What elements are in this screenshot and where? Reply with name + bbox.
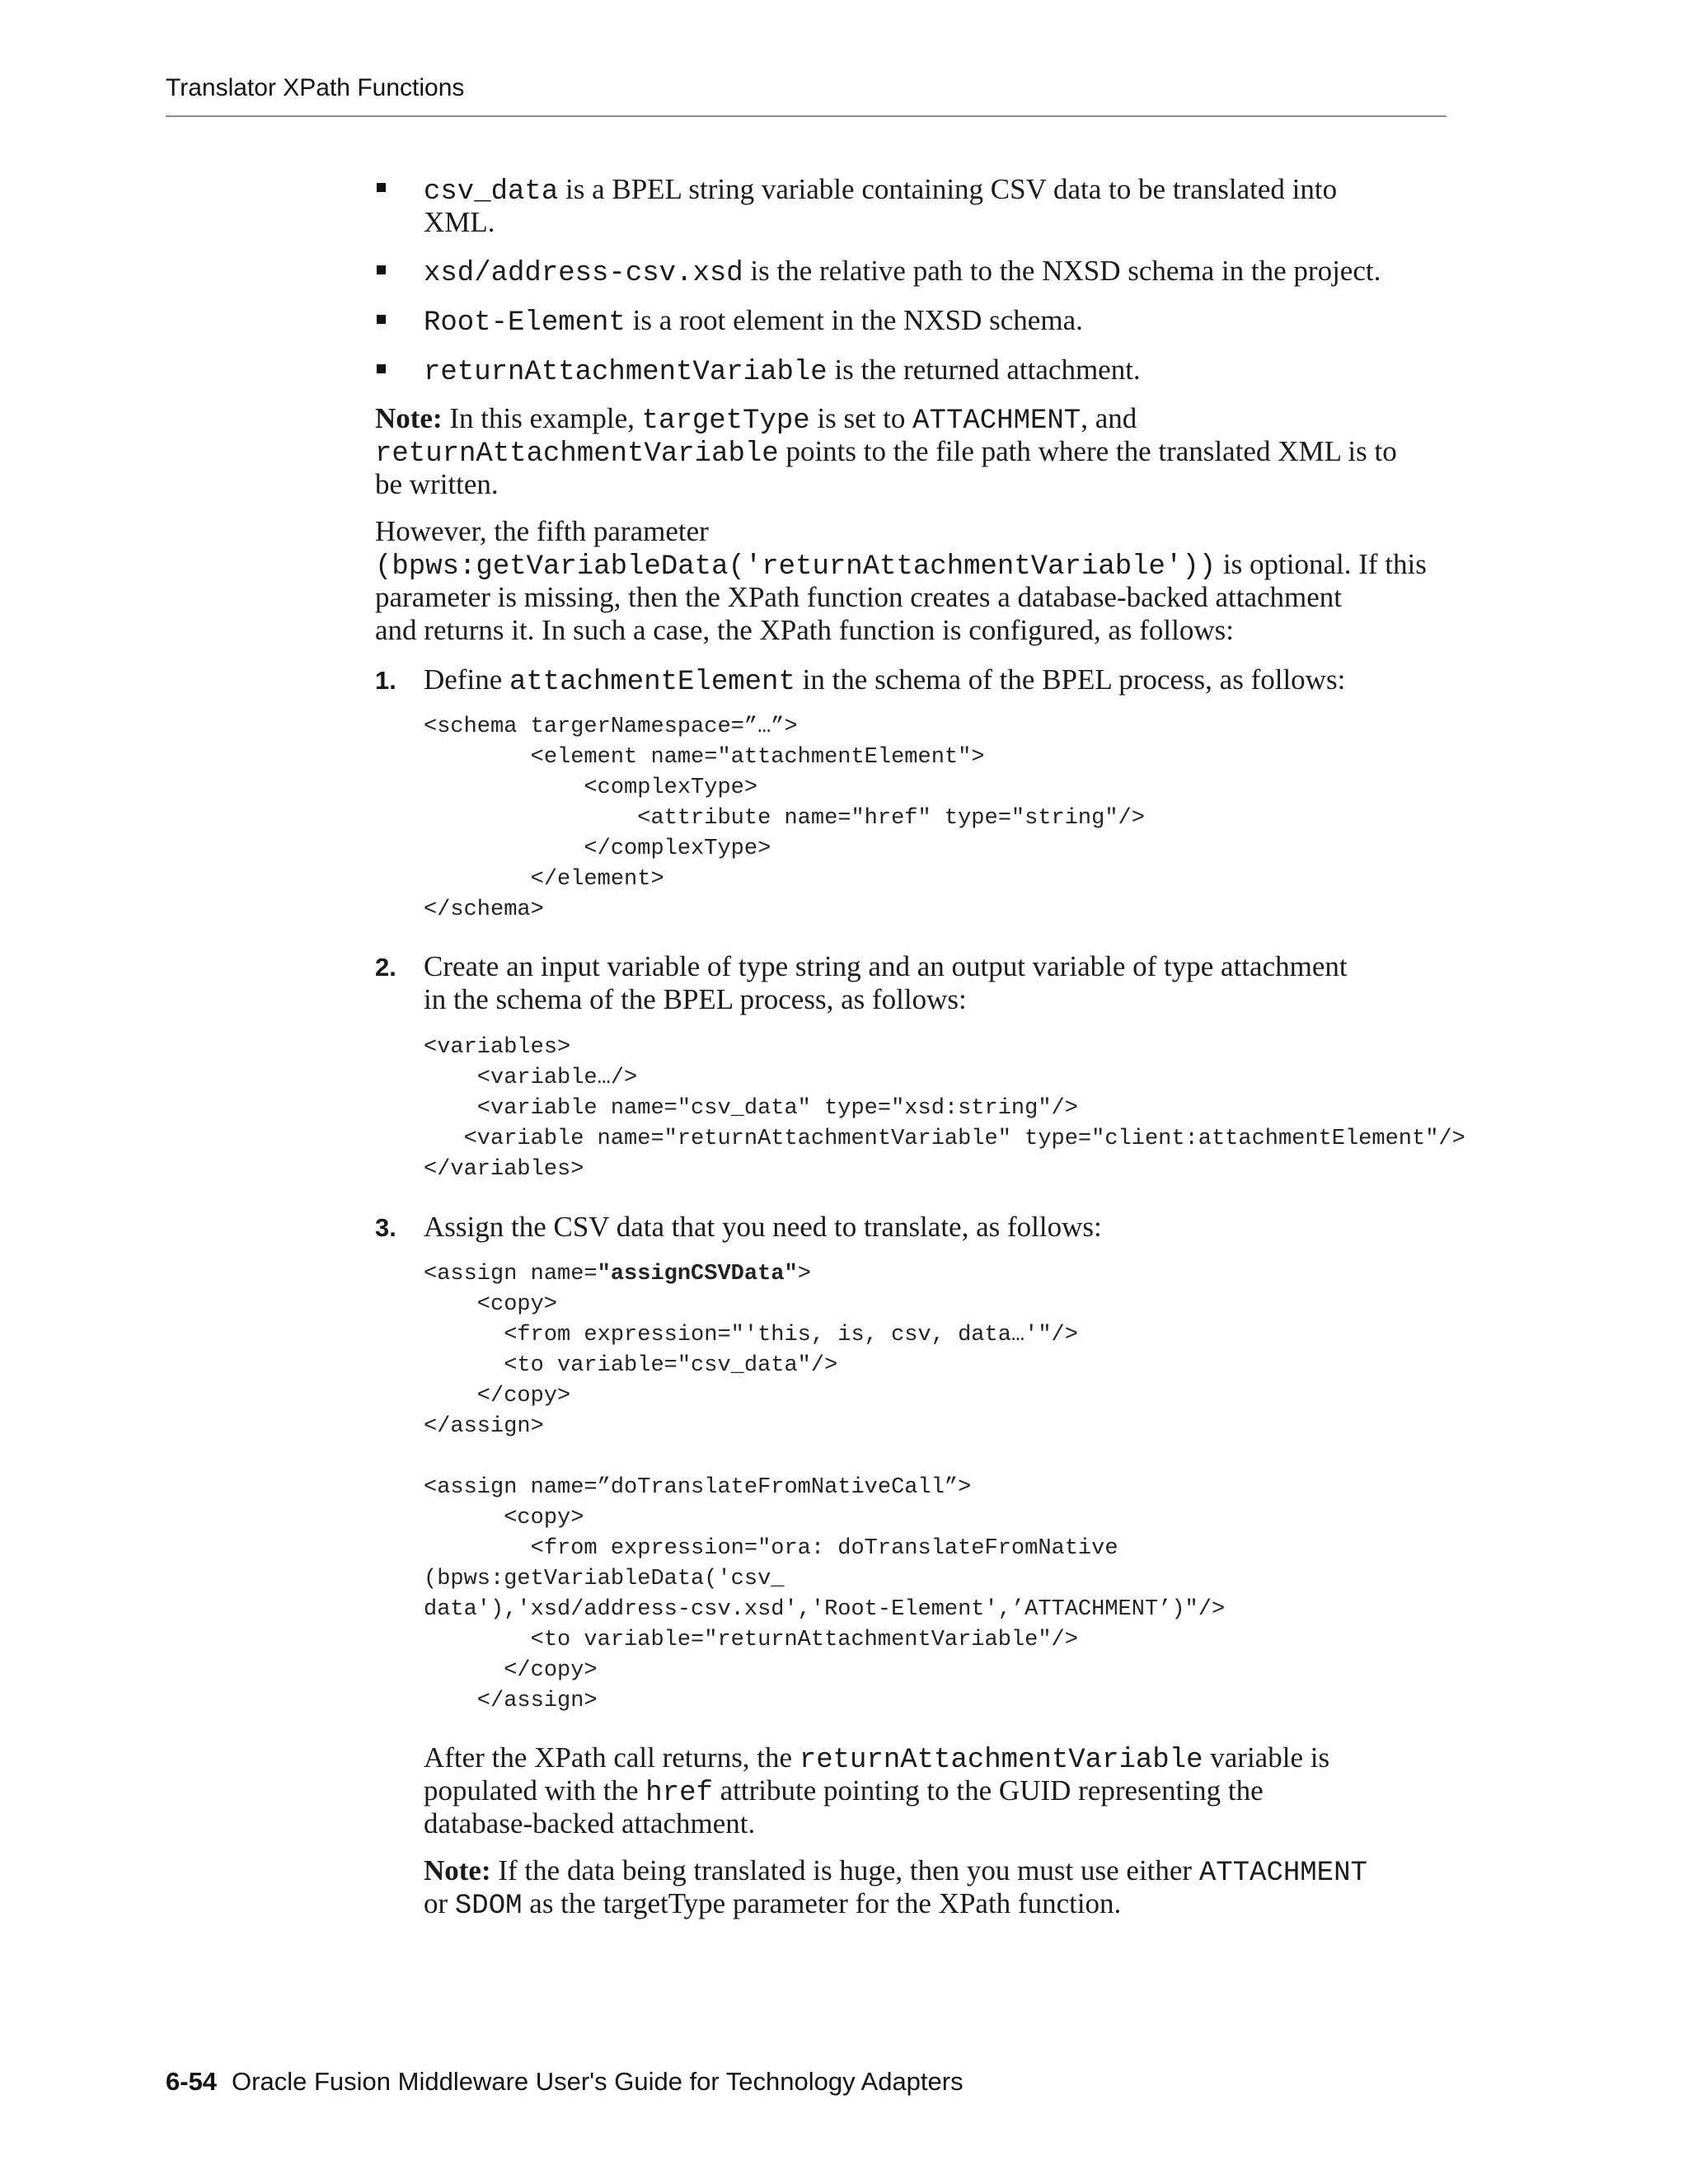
- code-line: </variables>: [424, 1157, 584, 1182]
- note-text: as the targetType parameter for the XPath function.: [522, 1887, 1122, 1919]
- code-line: <attribute name="href" type="string"/>: [424, 806, 1145, 831]
- code-line: data'),'xsd/address-csv.xsd','Root-Element',’ATTACHMENT’)"/>: [424, 1597, 1226, 1622]
- bullet-text: is the relative path to the NXSD schema in the project.: [743, 255, 1381, 287]
- code-line: </assign>: [424, 1414, 544, 1439]
- code-line: <to variable="csv_data"/>: [424, 1353, 838, 1378]
- code-line: <assign name=”doTranslateFromNativeCall”>: [424, 1475, 972, 1500]
- paragraph-text: populated with the: [424, 1774, 646, 1807]
- code-line: <schema targerNamespace=”…”>: [424, 715, 798, 739]
- bullet-text: is a BPEL string variable containing CSV data to be translated into: [558, 173, 1338, 205]
- code-line: <copy>: [424, 1506, 584, 1530]
- step-number: 2.: [375, 953, 396, 982]
- bullet-item-xsd-path: [424, 255, 1381, 290]
- note-text: In this example,: [442, 402, 642, 434]
- paragraph-text: variable is: [1203, 1741, 1330, 1774]
- code-highlight: "assignCSVData": [597, 1262, 798, 1286]
- note-line: [375, 402, 1137, 438]
- code-fragment: >: [797, 1262, 811, 1286]
- note-line: [424, 1854, 1367, 1890]
- code-line: [424, 1259, 811, 1290]
- code-term: xsd/address-csv.xsd: [424, 258, 743, 289]
- paragraph-line: and returns it. In such a case, the XPath function is configured, as follows:: [375, 614, 1234, 646]
- header-divider: [166, 115, 1447, 117]
- code-term: (bpws:getVariableData('returnAttachmentVariable')): [375, 551, 1217, 583]
- code-line: <variable name="csv_data" type="xsd:string"/>: [424, 1096, 1078, 1121]
- code-line: <variable…/>: [424, 1066, 638, 1090]
- note-text: , and: [1081, 402, 1137, 434]
- paragraph-line: parameter is missing, then the XPath function creates a database-backed attachment: [375, 581, 1343, 613]
- code-line: <from expression="'this, is, csv, data…'"/>: [424, 1323, 1078, 1347]
- code-term: returnAttachmentVariable: [375, 438, 779, 470]
- running-header: Translator XPath Functions: [166, 74, 465, 101]
- code-line: </copy>: [424, 1658, 598, 1683]
- bullet-item-return-variable: [424, 354, 1141, 389]
- code-term: returnAttachmentVariable: [424, 357, 828, 388]
- bullet-item-csv-data: [424, 173, 1337, 209]
- bullet-marker: [377, 265, 386, 274]
- step-text-part: in the schema of the BPEL process, as follows:: [795, 663, 1346, 696]
- paragraph-line: However, the fifth parameter: [375, 515, 709, 547]
- code-term: ATTACHMENT: [1198, 1858, 1367, 1889]
- step-text: [424, 663, 1345, 699]
- note-label: Note:: [375, 402, 443, 434]
- note-text: or: [424, 1887, 455, 1919]
- book-title: Oracle Fusion Middleware User's Guide for Technology Adapters: [232, 2067, 964, 2096]
- code-line: <complexType>: [424, 776, 758, 800]
- code-term: targetType: [641, 405, 810, 437]
- step-text: Create an input variable of type string and an output variable of type attachment: [424, 950, 1348, 982]
- code-line: </element>: [424, 867, 664, 892]
- step-text: in the schema of the BPEL process, as follows:: [424, 983, 967, 1015]
- paragraph-line: [424, 1741, 1329, 1777]
- code-line: </complexType>: [424, 837, 771, 861]
- code-line: (bpws:getVariableData('csv_: [424, 1567, 785, 1591]
- code-line: <element name="attachmentElement">: [424, 745, 985, 770]
- step-text: Assign the CSV data that you need to translate, as follows:: [424, 1211, 1102, 1243]
- code-term: returnAttachmentVariable: [799, 1745, 1203, 1776]
- code-term: SDOM: [454, 1891, 523, 1922]
- bullet-marker: [377, 364, 386, 373]
- code-line: <to variable="returnAttachmentVariable"/>: [424, 1628, 1078, 1652]
- paragraph-text: attribute pointing to the GUID representing the: [712, 1774, 1264, 1807]
- bullet-continuation: XML.: [424, 206, 495, 238]
- paragraph-line: [424, 1774, 1264, 1810]
- code-line: </copy>: [424, 1384, 571, 1408]
- code-line: <variable name="returnAttachmentVariable" type="client:attachmentElement"/>: [424, 1127, 1465, 1151]
- note-line: [424, 1887, 1121, 1923]
- code-term: ATTACHMENT: [912, 405, 1081, 437]
- step-number: 3.: [375, 1213, 396, 1242]
- step-number: 1.: [375, 666, 396, 695]
- code-line: <variables>: [424, 1035, 571, 1060]
- paragraph-line: database-backed attachment.: [424, 1807, 756, 1840]
- code-line: <from expression="ora: doTranslateFromNative: [424, 1536, 1118, 1561]
- bullet-text: is a root element in the NXSD schema.: [625, 304, 1083, 336]
- bullet-marker: [377, 183, 386, 192]
- note-line: be written.: [375, 468, 499, 500]
- code-term: href: [645, 1778, 713, 1809]
- note-text: If the data being translated is huge, then you must use either: [490, 1854, 1199, 1886]
- page-footer: [166, 2067, 964, 2097]
- bullet-text: is the returned attachment.: [827, 354, 1141, 386]
- note-label: Note:: [424, 1854, 491, 1886]
- paragraph-text: After the XPath call returns, the: [424, 1741, 799, 1774]
- note-text: is set to: [809, 402, 913, 434]
- code-line: </schema>: [424, 898, 544, 922]
- code-fragment: <assign name=: [424, 1262, 598, 1286]
- paragraph-line: [375, 548, 1427, 583]
- code-term: csv_data: [424, 176, 559, 208]
- code-line: </assign>: [424, 1689, 598, 1713]
- note-line: [375, 435, 1397, 471]
- bullet-item-root-element: [424, 304, 1083, 340]
- step-text-part: Define: [424, 663, 509, 696]
- code-term: Root-Element: [424, 307, 626, 339]
- code-term: attachmentElement: [509, 667, 795, 698]
- paragraph-text: is optional. If this: [1216, 548, 1427, 580]
- code-line: <copy>: [424, 1292, 558, 1317]
- page-number: 6-54: [166, 2067, 218, 2096]
- note-text: points to the file path where the translated XML is to: [778, 435, 1397, 467]
- bullet-marker: [377, 315, 386, 324]
